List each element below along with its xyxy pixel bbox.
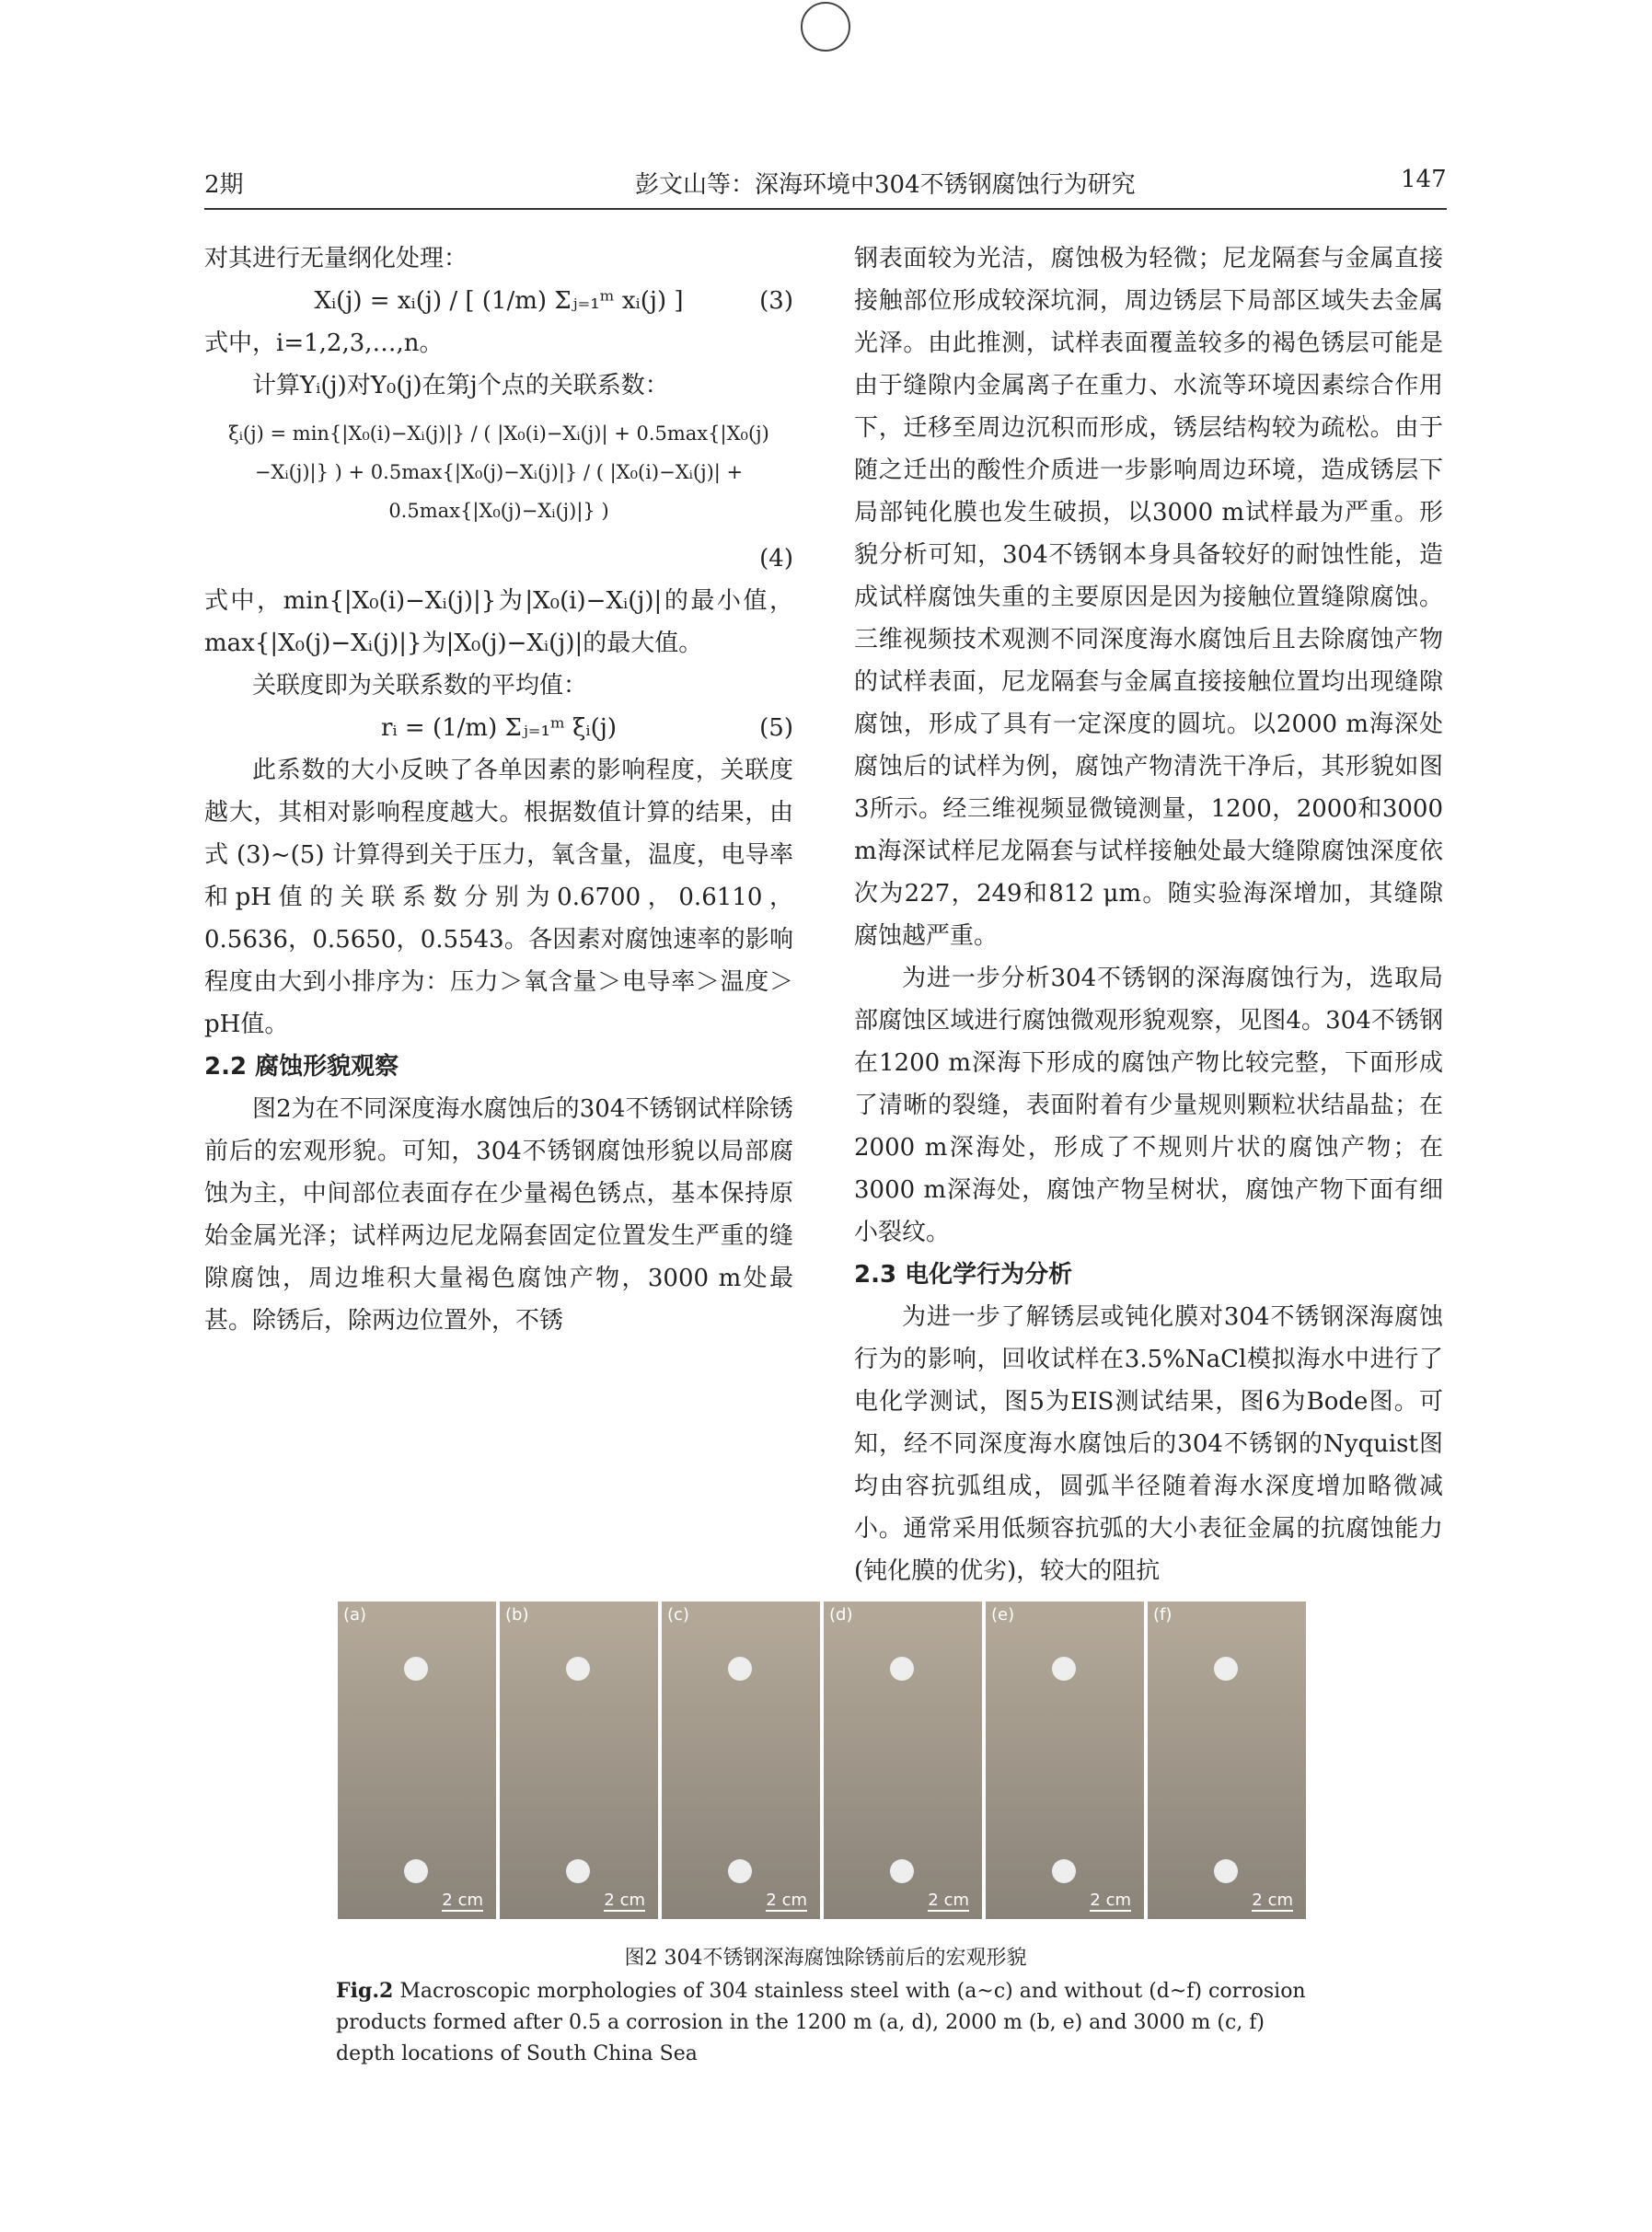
panel-label: (f) xyxy=(1153,1605,1173,1625)
left-column xyxy=(204,237,793,1342)
issue: 2期 xyxy=(204,171,244,199)
t: 式中，i=1,2,3,…,n。 xyxy=(204,330,444,357)
caption-label: Fig.2 xyxy=(336,1979,394,2003)
t: 关联度即为关联系数的平均值： xyxy=(252,672,588,700)
panel-c xyxy=(662,1602,820,1919)
header-rule xyxy=(204,208,1447,210)
hole xyxy=(566,1859,590,1883)
section-heading: 2.2 腐蚀形貌观察 xyxy=(204,1053,399,1081)
caption-zh: 图2 304不锈钢深海腐蚀除锈前后的宏观形貌 xyxy=(624,1947,1027,1970)
panel-label: (b) xyxy=(505,1605,529,1625)
eq5 xyxy=(204,707,793,749)
hole xyxy=(890,1657,914,1681)
hole xyxy=(728,1859,752,1883)
t: 为进一步分析304不锈钢的深海腐蚀行为，选取局部腐蚀区域进行腐蚀微观形貌观察，见图4。304不锈钢在1200 m深海下形成的腐蚀产物比较完整，下面形成了清晰的裂缝，表面附着有少量规则颗粒状结晶盐；在2000 m深海处，形成了不规则片状的腐蚀产物；在3000 m深海处，腐蚀产物呈树状，腐蚀产物下面有细小裂纹。 xyxy=(854,965,1443,1246)
t: 计算Yᵢ(j)对Y₀(j)在第j个点的关联系数： xyxy=(252,372,669,399)
panel-b xyxy=(500,1602,658,1919)
caption-en xyxy=(336,1975,1321,2070)
eq4: ξᵢ(j) = min{|X₀(i)−Xᵢ(j)|} / ( |X₀(i)−Xᵢ(j)| + 0.5max{|X₀(j)−Xᵢ(j)|} ) + 0.5max{|X₀(j)−Xᵢ(j)|} / ( |X₀(i)−Xᵢ(j)| + 0.5max{|X₀(j)−Xᵢ(j)|} ) xyxy=(228,422,769,522)
panel-label: (d) xyxy=(829,1605,853,1625)
panel-label: (e) xyxy=(991,1605,1015,1625)
eq-text: Xᵢ(j) = xᵢ(j) / [ (1/m) Σⱼ₌₁ᵐ xᵢ(j) ] xyxy=(314,287,684,315)
t: 此系数的大小反映了各单因素的影响程度，关联度越大，其相对影响程度越大。根据数值计算的结果，由式 (3)~(5) 计算得到关于压力，氧含量，温度，电导率和pH值的关联系数分别为0.6700，0.6110，0.5636，0.5650，0.5543。各因素对腐蚀速率的影响程度由大到小排序为：压力＞氧含量＞电导率＞温度＞pH值。 xyxy=(204,757,793,1038)
panel-a xyxy=(338,1602,496,1919)
hole xyxy=(404,1657,428,1681)
register-mark xyxy=(801,2,850,52)
scale-bar: 2 cm xyxy=(766,1891,807,1910)
panel-f xyxy=(1148,1602,1306,1919)
hole xyxy=(1052,1657,1076,1681)
eq3 xyxy=(204,280,793,322)
scale-bar: 2 cm xyxy=(1252,1891,1293,1910)
panel-label: (a) xyxy=(343,1605,367,1625)
scale-bar: 2 cm xyxy=(442,1891,483,1910)
running-title: 彭文山等：深海环境中304不锈钢腐蚀行为研究 xyxy=(635,171,1136,199)
hole xyxy=(1214,1657,1238,1681)
caption-text: Macroscopic morphologies of 304 stainless steel with (a~c) and without (d~f) corrosion products formed after 0.5 a corrosion in the 1200 m (a, d), 2000 m (b, e) and 3000 m (c, f) depth locations of South China Sea xyxy=(336,1980,1306,2065)
hole xyxy=(890,1859,914,1883)
page-number: 147 xyxy=(1401,166,1447,193)
scale-bar: 2 cm xyxy=(604,1891,645,1910)
hole xyxy=(1214,1859,1238,1883)
right-column xyxy=(854,237,1443,1592)
hole xyxy=(728,1657,752,1681)
eq-text: rᵢ = (1/m) Σⱼ₌₁ᵐ ξᵢ(j) xyxy=(381,714,617,742)
panel-e xyxy=(986,1602,1144,1919)
eq-number: (5) xyxy=(759,714,793,742)
panel-label: (c) xyxy=(667,1605,689,1625)
hole xyxy=(404,1859,428,1883)
hole xyxy=(566,1657,590,1681)
t: 式中，min{|X₀(i)−Xᵢ(j)|}为|X₀(i)−Xᵢ(j)|的最小值，max{|X₀(j)−Xᵢ(j)|}为|X₀(j)−Xᵢ(j)|的最大值。 xyxy=(204,587,793,657)
section-heading: 2.3 电化学行为分析 xyxy=(854,1261,1073,1289)
t: 对其进行无量纲化处理： xyxy=(204,245,468,272)
scale-bar: 2 cm xyxy=(1090,1891,1131,1910)
t: 钢表面较为光洁，腐蚀极为轻微；尼龙隔套与金属直接接触部位形成较深坑洞，周边锈层下局部区域失去金属光泽。由此推测，试样表面覆盖较多的褐色锈层可能是由于缝隙内金属离子在重力、水流等环境因素综合作用下，迁移至周边沉积而形成，锈层结构较为疏松。由于随之迁出的酸性介质进一步影响周边环境，造成锈层下局部钝化膜也发生破损，以3000 m试样最为严重。形貌分析可知，304不锈钢本身具备较好的耐蚀性能，造成试样腐蚀失重的主要原因是因为接触位置缝隙腐蚀。三维视频技术观测不同深度海水腐蚀后且去除腐蚀产物的试样表面，尼龙隔套与金属直接接触位置均出现缝隙腐蚀，形成了具有一定深度的圆坑。以2000 m海深处腐蚀后的试样为例，腐蚀产物清洗干净后，其形貌如图3所示。经三维视频显微镜测量，1200，2000和3000 m海深试样尼龙隔套与试样接触处最大缝隙腐蚀深度依次为227，249和812 μm。随实验海深增加，其缝隙腐蚀越严重。 xyxy=(854,245,1443,950)
eq-number: (3) xyxy=(759,287,793,315)
scale-bar: 2 cm xyxy=(928,1891,969,1910)
t: 为进一步了解锈层或钝化膜对304不锈钢深海腐蚀行为的影响，回收试样在3.5%NaCl模拟海水中进行了电化学测试，图5为EIS测试结果，图6为Bode图。可知，经不同深度海水腐蚀后的304不锈钢的Nyquist图均由容抗弧组成，圆弧半径随着海水深度增加略微减小。通常采用低频容抗弧的大小表征金属的抗腐蚀能力 (钝化膜的优劣)，较大的阻抗 xyxy=(854,1303,1443,1585)
panel-d xyxy=(824,1602,982,1919)
eq-number: (4) xyxy=(759,545,793,572)
hole xyxy=(1052,1859,1076,1883)
t: 图2为在不同深度海水腐蚀后的304不锈钢试样除锈前后的宏观形貌。可知，304不锈钢腐蚀形貌以局部腐蚀为主，中间部位表面存在少量褐色锈点，基本保持原始金属光泽；试样两边尼龙隔套固定位置发生严重的缝隙腐蚀，周边堆积大量褐色腐蚀产物，3000 m处最甚。除锈后，除两边位置外，不锈 xyxy=(204,1095,793,1335)
